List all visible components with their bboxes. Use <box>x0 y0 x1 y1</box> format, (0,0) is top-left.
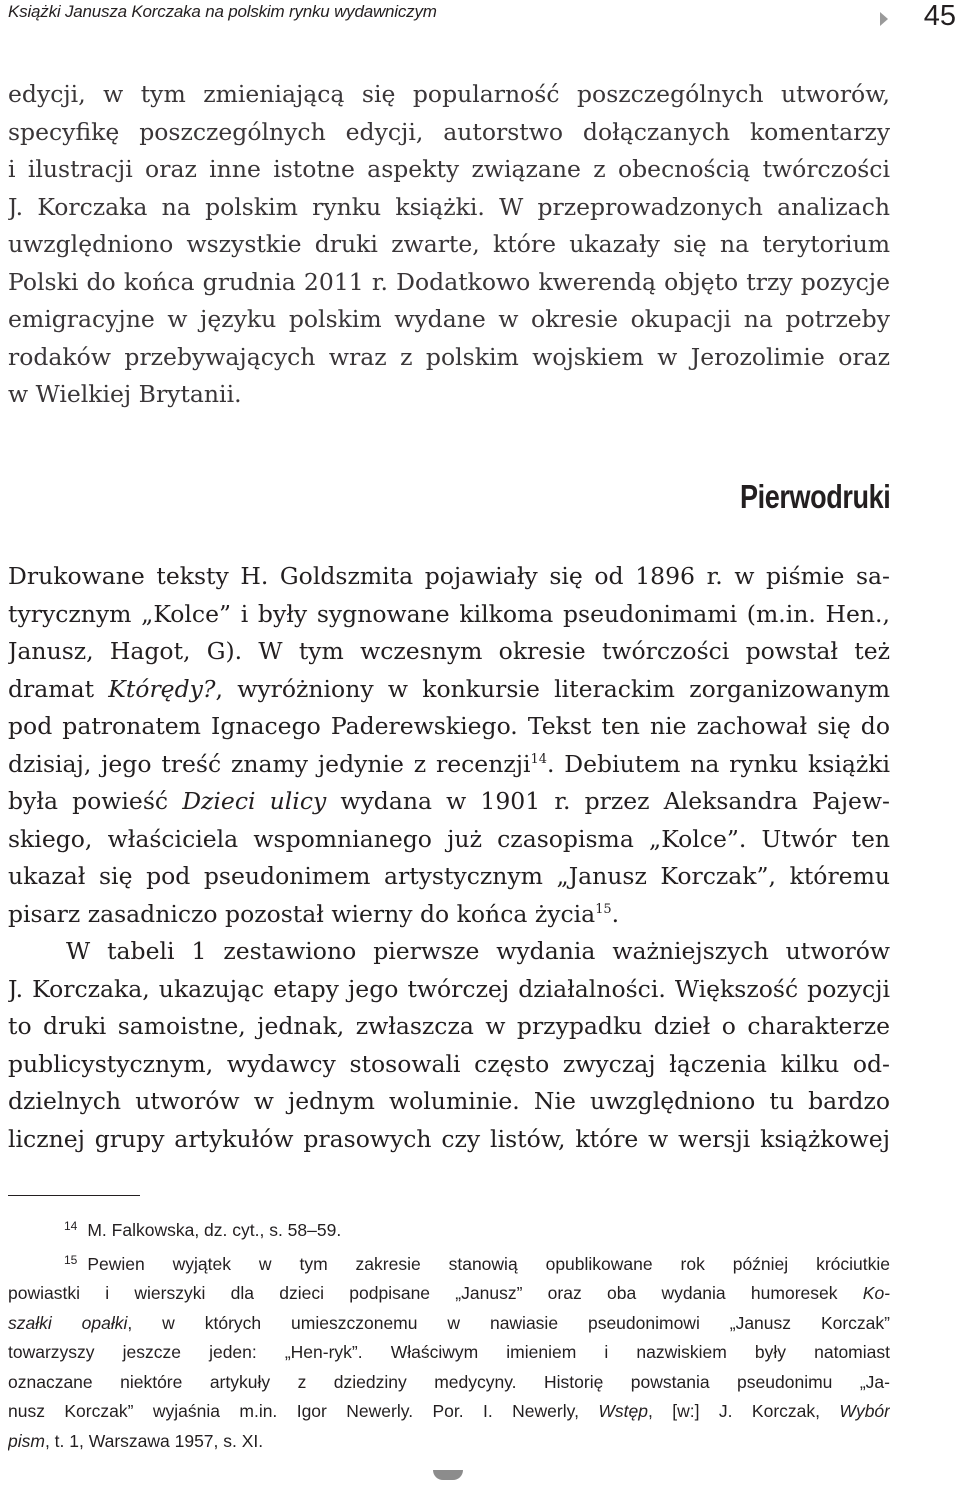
text-line <box>8 896 890 934</box>
section-heading: Pierwodruki <box>739 478 890 515</box>
footnote-line: oznaczane niektóre artykuły z dziedziny medycyny. Historię powstania pseudonimu „Ja- <box>8 1371 890 1392</box>
body-paragraph-2 <box>8 558 890 1158</box>
work-title: Dzieci ulicy <box>182 787 327 815</box>
footnote-15 <box>8 1246 890 1280</box>
text-run: , w których umieszczonemu w nawiasie pseudonimowi „Janusz Korczak” <box>127 1312 890 1333</box>
text-line: specyfikę poszczególnych edycji, autorstwo dołączanych komentarzy <box>8 117 890 146</box>
text-run: , [w:] J. Korczak, <box>647 1401 840 1421</box>
text-line: to druki samoistne, jednak, zwłaszcza w przypadku dzieł o charakterze <box>8 1012 890 1040</box>
footnote-line <box>8 1427 890 1457</box>
text-line <box>8 783 890 821</box>
text-run: , wyróżniony w konkursie literackim zorganizowanym <box>215 674 890 703</box>
text-line: Janusz, Hagot, G). W tym wczesnym okresie twórczości powstał też <box>8 637 890 665</box>
work-title: pism <box>8 1430 45 1451</box>
text-line: dzielnych utworów w jednym woluminie. Nie uwzględniono tu bardzo <box>8 1087 890 1115</box>
text-line: uwzględniono wszystkie druki zwarte, które ukazały się na terytorium <box>8 230 890 258</box>
text-line <box>8 671 890 709</box>
text-line: ukazał się pod pseudonimem artystycznym „Janusz Korczak”, któremu <box>8 862 890 890</box>
text-line: w Wielkiej Brytanii. <box>8 380 242 408</box>
text-run: wydana w 1901 r. przez Aleksandra Pajew- <box>326 787 890 815</box>
header-marker-icon <box>880 12 888 26</box>
footnote-14 <box>8 1212 890 1246</box>
text-line: Drukowane teksty H. Goldszmita pojawiały się od 1896 r. w piśmie sa- <box>8 562 890 590</box>
work-title: Którędy? <box>108 674 216 703</box>
text-line: emigracyjne w języku polskim wydane w okresie okupacji na potrzeby <box>8 305 890 333</box>
text-line: licznej grupy artykułów prasowych czy listów, które w wersji książkowej <box>8 1124 890 1153</box>
footnote-text: M. Falkowska, dz. cyt., s. 58–59. <box>87 1220 342 1240</box>
text-run: , t. 1, Warszawa 1957, s. XI. <box>44 1430 264 1451</box>
text-line: edycji, w tym zmieniającą się popularność poszczególnych utworów, <box>8 80 890 108</box>
text-line: rodaków przebywających wraz z polskim wojskiem w Jerozolimie oraz <box>8 342 890 371</box>
body-paragraph-1 <box>8 76 890 414</box>
text-line: Polski do końca grudnia 2011 r. Dodatkowo kwerendą objęto trzy pozycje <box>8 267 890 296</box>
page-ornament-icon <box>433 1470 463 1480</box>
text-run: powiastki i wierszyki dla dzieci podpisane „Janusz” oraz oba wydania humoresek <box>8 1283 863 1303</box>
text-run: była powieść <box>8 787 183 815</box>
text-line: J. Korczaka na polskim rynku książki. W przeprowadzonych analizach <box>8 192 890 221</box>
text-line: i ilustracji oraz inne istotne aspekty związane z obecnością twórczości <box>8 155 890 183</box>
text-run: . <box>611 899 620 928</box>
text-line: tyrycznym „Kolce” i były sygnowane kilkoma pseudonimami (m.in. Hen., <box>8 599 890 628</box>
text-run: nusz Korczak” wyjaśnia m.in. Igor Newerly. Por. I. Newerly, <box>8 1401 599 1421</box>
text-line: skiego, właściciela wspomnianego już czasopisma „Kolce”. Utwór ten <box>8 824 890 853</box>
footnotes <box>8 1212 890 1456</box>
text-line: pod patronatem Ignacego Paderewskiego. Tekst ten nie zachował się do <box>8 712 890 740</box>
footnote-line <box>8 1309 890 1339</box>
text-run: . Debiutem na rynku książki <box>546 749 890 778</box>
text-line <box>8 746 890 784</box>
footnote-line: towarzyszy jeszcze jeden: „Hen-ryk”. Właściwym imieniem i nazwiskiem były natomiast <box>8 1342 890 1362</box>
page-number: 45 <box>923 0 956 32</box>
footnote-divider <box>8 1195 140 1196</box>
footnote-ref-14[interactable]: 14 <box>530 751 547 767</box>
running-head: Książki Janusza Korczaka na polskim rynku wydawniczym <box>8 2 437 21</box>
work-title: Wstęp <box>598 1401 648 1421</box>
text-line: J. Korczaka, ukazując etapy jego twórczej działalności. Większość pozycji <box>8 974 890 1003</box>
text-run: dzisiaj, jego treść znamy jedynie z recenzji <box>8 749 531 778</box>
work-title: Ko- <box>862 1283 890 1303</box>
work-title: szałki opałki <box>8 1312 128 1333</box>
text-line: publicystycznym, wydawcy stosowali często zwyczaj łączenia kilku od- <box>8 1049 890 1078</box>
text-run: pisarz zasadniczo pozostał wierny do końca życia <box>8 899 596 928</box>
footnote-number: 14 <box>64 1219 78 1233</box>
footnote-line <box>8 1397 890 1427</box>
footnote-line <box>8 1279 890 1309</box>
footnote-ref-15[interactable]: 15 <box>595 901 612 917</box>
text-run: dramat <box>8 674 109 703</box>
work-title: Wybór <box>839 1401 890 1421</box>
footnote-number: 15 <box>64 1252 78 1267</box>
text-line: W tabeli 1 zestawiono pierwsze wydania ważniejszych utworów <box>66 937 890 965</box>
footnote-text: Pewien wyjątek w tym zakresie stanowią opublikowane rok później króciutkie <box>87 1253 890 1274</box>
